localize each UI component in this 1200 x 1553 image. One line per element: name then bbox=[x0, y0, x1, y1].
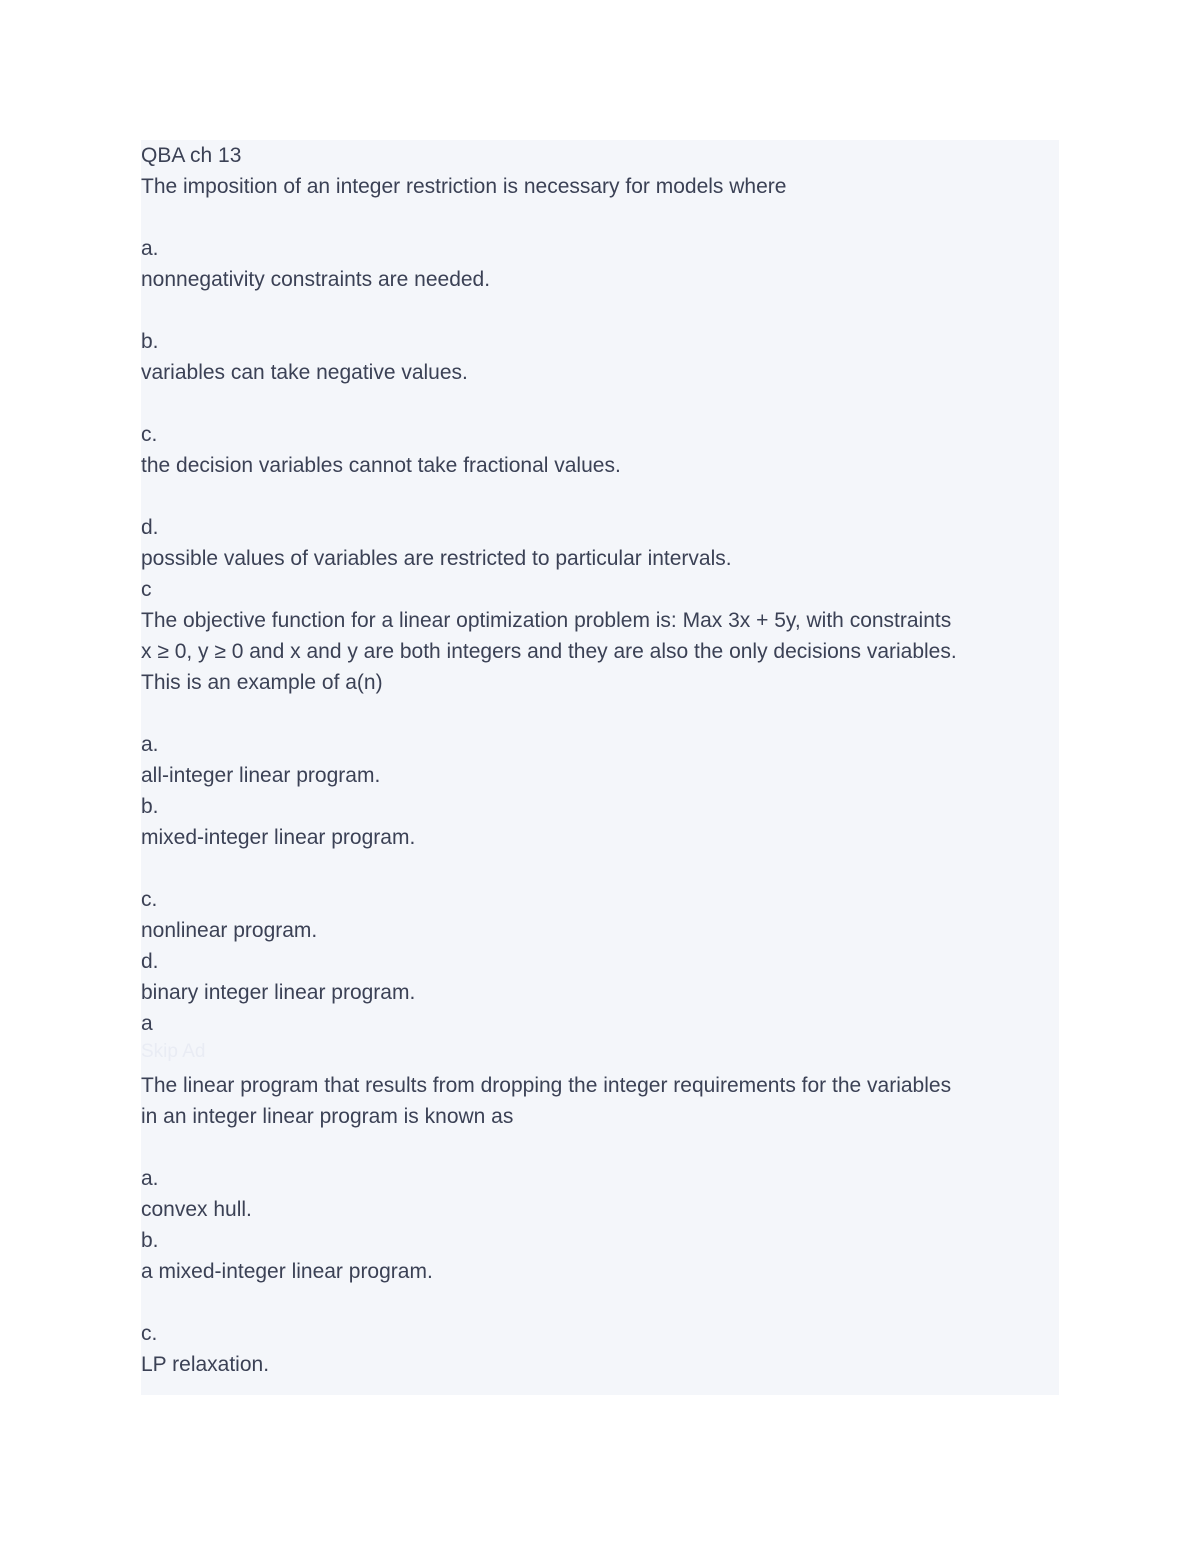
question-2-prompt-line-1: The objective function for a linear optimization problem is: Max 3x + 5y, with constraints bbox=[141, 609, 952, 632]
q3-option-c-letter: c. bbox=[141, 1322, 158, 1345]
spacer bbox=[141, 481, 1071, 512]
q3-option-a-text: convex hull. bbox=[141, 1198, 252, 1221]
q1-answer: c bbox=[141, 578, 152, 601]
q1-option-a-letter: a. bbox=[141, 237, 159, 260]
q3-option-b-text: a mixed-integer linear program. bbox=[141, 1260, 433, 1283]
q1-option-c-text: the decision variables cannot take fractional values. bbox=[141, 454, 621, 477]
q2-option-d-letter: d. bbox=[141, 950, 159, 973]
q2-answer: a bbox=[141, 1012, 153, 1035]
q2-option-b-letter: b. bbox=[141, 795, 159, 818]
spacer bbox=[141, 1287, 1071, 1318]
q1-option-b-letter: b. bbox=[141, 330, 159, 353]
spacer bbox=[141, 698, 1071, 729]
document-title: QBA ch 13 bbox=[141, 144, 242, 167]
question-2-prompt-line-2: x ≥ 0, y ≥ 0 and x and y are both integers and they are also the only decisions variables. bbox=[141, 640, 957, 663]
spacer bbox=[141, 295, 1071, 326]
spacer bbox=[141, 1132, 1071, 1163]
q3-option-a-letter: a. bbox=[141, 1167, 159, 1190]
spacer bbox=[141, 202, 1071, 233]
q2-option-c-letter: c. bbox=[141, 888, 158, 911]
q1-option-c-letter: c. bbox=[141, 423, 158, 446]
q2-option-a-text: all-integer linear program. bbox=[141, 764, 381, 787]
document-content bbox=[141, 140, 1071, 1380]
q1-option-d-text: possible values of variables are restricted to particular intervals. bbox=[141, 547, 732, 570]
q2-option-a-letter: a. bbox=[141, 733, 159, 756]
q1-option-a-text: nonnegativity constraints are needed. bbox=[141, 268, 491, 291]
spacer bbox=[141, 853, 1071, 884]
q2-option-d-text: binary integer linear program. bbox=[141, 981, 416, 1004]
q2-option-b-text: mixed-integer linear program. bbox=[141, 826, 416, 849]
q1-option-d-letter: d. bbox=[141, 516, 159, 539]
q1-option-b-text: variables can take negative values. bbox=[141, 361, 468, 384]
q3-option-b-letter: b. bbox=[141, 1229, 159, 1252]
q3-option-c-text: LP relaxation. bbox=[141, 1353, 270, 1376]
spacer bbox=[141, 388, 1071, 419]
question-2-prompt-line-3: This is an example of a(n) bbox=[141, 671, 383, 694]
question-1-prompt: The imposition of an integer restriction is necessary for models where bbox=[141, 175, 787, 198]
skip-ad-button[interactable]: Skip Ad bbox=[141, 1041, 206, 1062]
question-3-prompt-line-2: in an integer linear program is known as bbox=[141, 1105, 514, 1128]
q2-option-c-text: nonlinear program. bbox=[141, 919, 318, 942]
question-3-prompt-line-1: The linear program that results from dropping the integer requirements for the variables bbox=[141, 1074, 952, 1097]
